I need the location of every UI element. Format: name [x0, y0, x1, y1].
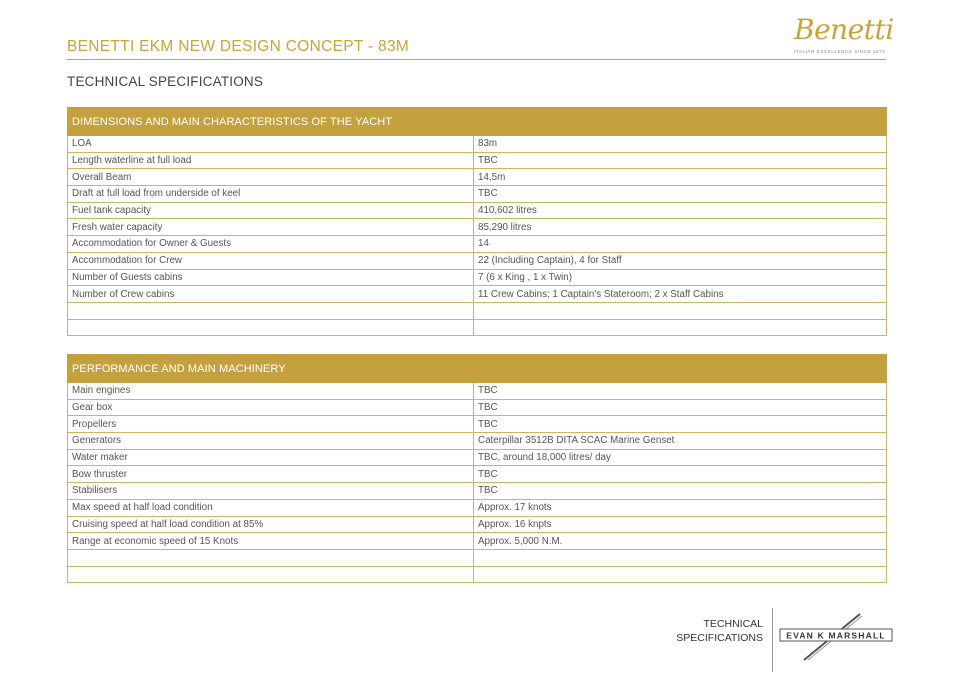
spec-value: Approx. 5,000 N.M.	[474, 533, 887, 550]
table-row-empty	[68, 319, 887, 336]
spec-value: 14	[474, 236, 887, 253]
spec-value	[474, 319, 887, 336]
spec-label	[68, 302, 474, 319]
benetti-logo-wordmark: Benetti	[794, 13, 894, 46]
header-divider	[67, 59, 886, 60]
spec-value: TBC, around 18,000 litres/ day	[474, 449, 887, 466]
spec-label: Propellers	[68, 416, 474, 433]
spec-label: Accommodation for Owner & Guests	[68, 236, 474, 253]
table-row	[68, 533, 887, 550]
spec-value: TBC	[474, 383, 887, 400]
table-row	[68, 202, 887, 219]
spec-value: TBC	[474, 466, 887, 483]
spec-label: Fresh water capacity	[68, 219, 474, 236]
footer-label-line2: SPECIFICATIONS	[676, 631, 763, 644]
spec-value: 85,290 litres	[474, 219, 887, 236]
spec-value: Approx. 16 knpts	[474, 516, 887, 533]
table-row	[68, 383, 887, 400]
spec-label: Gear box	[68, 399, 474, 416]
spec-label: Max speed at half load condition	[68, 499, 474, 516]
spec-label: Accommodation for Crew	[68, 252, 474, 269]
spec-label: Number of Crew cabins	[68, 286, 474, 303]
table-row-empty	[68, 549, 887, 566]
spec-label	[68, 549, 474, 566]
table-row	[68, 416, 887, 433]
table-row	[68, 449, 887, 466]
spec-value	[474, 302, 887, 319]
spec-label: Draft at full load from underside of keel	[68, 186, 474, 203]
table-row-empty	[68, 566, 887, 583]
footer-divider	[772, 608, 773, 672]
spec-value: TBC	[474, 416, 887, 433]
spec-value: TBC	[474, 399, 887, 416]
table-row	[68, 433, 887, 450]
spec-label: Main engines	[68, 383, 474, 400]
table-row	[68, 186, 887, 203]
evan-k-marshall-logo-mark	[778, 612, 896, 664]
spec-label	[68, 566, 474, 583]
spec-label: Water maker	[68, 449, 474, 466]
section-heading: TECHNICAL SPECIFICATIONS	[67, 74, 264, 89]
spec-value: Caterpillar 3512B DITA SCAC Marine Genset	[474, 433, 887, 450]
table-row	[68, 466, 887, 483]
spec-label: Generators	[68, 433, 474, 450]
table-row-empty	[68, 302, 887, 319]
spec-label: Number of Guests cabins	[68, 269, 474, 286]
spec-label: Fuel tank capacity	[68, 202, 474, 219]
spec-value: TBC	[474, 186, 887, 203]
table-row	[68, 152, 887, 169]
table-row	[68, 399, 887, 416]
spec-value: Approx. 17 knots	[474, 499, 887, 516]
spec-label: Overall Beam	[68, 169, 474, 186]
spec-value: 83m	[474, 136, 887, 153]
table-row	[68, 169, 887, 186]
table-row	[68, 269, 887, 286]
spec-value	[474, 549, 887, 566]
spec-label	[68, 319, 474, 336]
spec-value: 22 (Including Captain), 4 for Staff	[474, 252, 887, 269]
table-row	[68, 136, 887, 153]
table-row	[68, 252, 887, 269]
table-row	[68, 219, 887, 236]
evan-k-marshall-logo-text: EVAN K MARSHALL	[786, 630, 886, 641]
dimensions-table	[67, 107, 887, 336]
spec-label: Bow thruster	[68, 466, 474, 483]
table-row	[68, 499, 887, 516]
spec-value: 410,602 litres	[474, 202, 887, 219]
table-row	[68, 516, 887, 533]
footer-section-label	[660, 618, 763, 645]
spec-value: TBC	[474, 152, 887, 169]
table-row	[68, 286, 887, 303]
spec-value: 7 (6 x King , 1 x Twin)	[474, 269, 887, 286]
table-row	[68, 483, 887, 500]
table-row	[68, 236, 887, 253]
spec-label: Cruising speed at half load condition at 85%	[68, 516, 474, 533]
benetti-logo-tagline: ITALIAN EXCELLENCE SINCE 1873	[794, 49, 886, 54]
evan-k-marshall-logo	[778, 612, 896, 669]
document-title: BENETTI EKM NEW DESIGN CONCEPT - 83M	[67, 38, 410, 55]
spec-value: 14,5m	[474, 169, 887, 186]
performance-table	[67, 354, 887, 583]
spec-label: Range at economic speed of 15 Knots	[68, 533, 474, 550]
spec-value	[474, 566, 887, 583]
performance-table-heading: PERFORMANCE AND MAIN MACHINERY	[68, 355, 887, 383]
dimensions-table-heading: DIMENSIONS AND MAIN CHARACTERISTICS OF THE YACHT	[68, 108, 887, 136]
spec-label: Stabilisers	[68, 483, 474, 500]
spec-value: TBC	[474, 483, 887, 500]
benetti-logo	[790, 13, 894, 57]
spec-label: LOA	[68, 136, 474, 153]
spec-value: 11 Crew Cabins; 1 Captain's Stateroom; 2 x Staff Cabins	[474, 286, 887, 303]
footer-label-line1: TECHNICAL	[703, 618, 763, 630]
spec-label: Length waterline at full load	[68, 152, 474, 169]
